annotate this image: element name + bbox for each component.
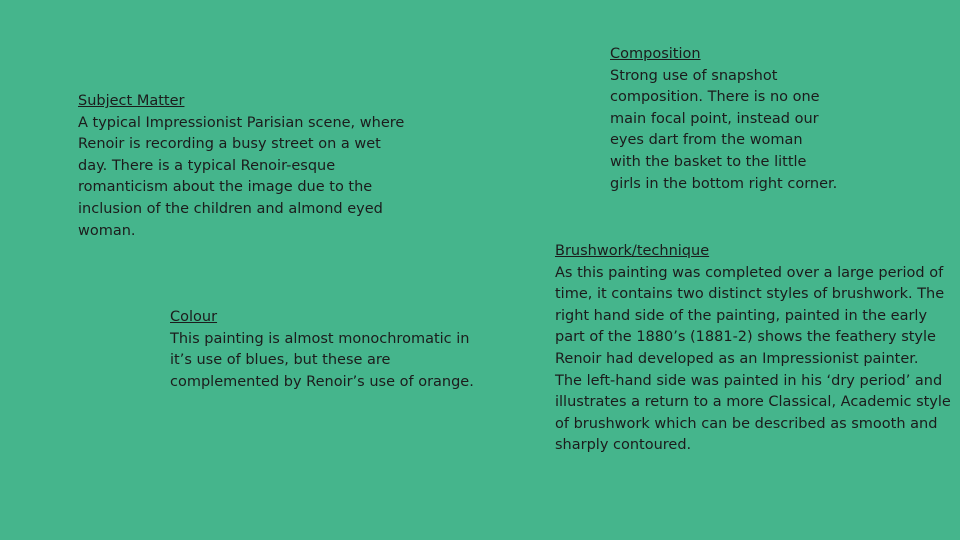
- colour-section: [170, 307, 490, 393]
- colour-heading: Colour: [170, 309, 218, 325]
- composition-heading: Composition: [610, 46, 701, 62]
- subject-matter-section: [78, 91, 418, 242]
- brushwork-heading: Brushwork/technique: [555, 243, 710, 259]
- composition-section: [610, 44, 860, 195]
- brushwork-section: [555, 241, 955, 457]
- subject-matter-text: A typical Impressionist Parisian scene, where Renoir is recording a busy street on a wet day. There is a typical Renoir-esque romanticism about the image due to the inclusion of the children and almond eyed woman.: [78, 114, 405, 239]
- brushwork-text: As this painting was completed over a large period of time, it contains two distinct styles of brushwork. The right hand side of the painting, painted in the early part of the 1880’s (1881-2) shows the feathery style Renoir had developed as an Impressionist painter. The left-hand side was painted in his ‘dry period’ and illustrates a return to a more Classical, Academic style of brushwork which can be described as smooth and sharply contoured.: [555, 264, 951, 454]
- composition-text: Strong use of snapshot composition. There is no one main focal point, instead our eyes dart from the woman with the basket to the little girls in the bottom right corner.: [610, 67, 838, 192]
- subject-matter-heading: Subject Matter: [78, 93, 185, 109]
- colour-text: This painting is almost monochromatic in it’s use of blues, but these are complemented by Renoir’s use of orange.: [170, 330, 474, 390]
